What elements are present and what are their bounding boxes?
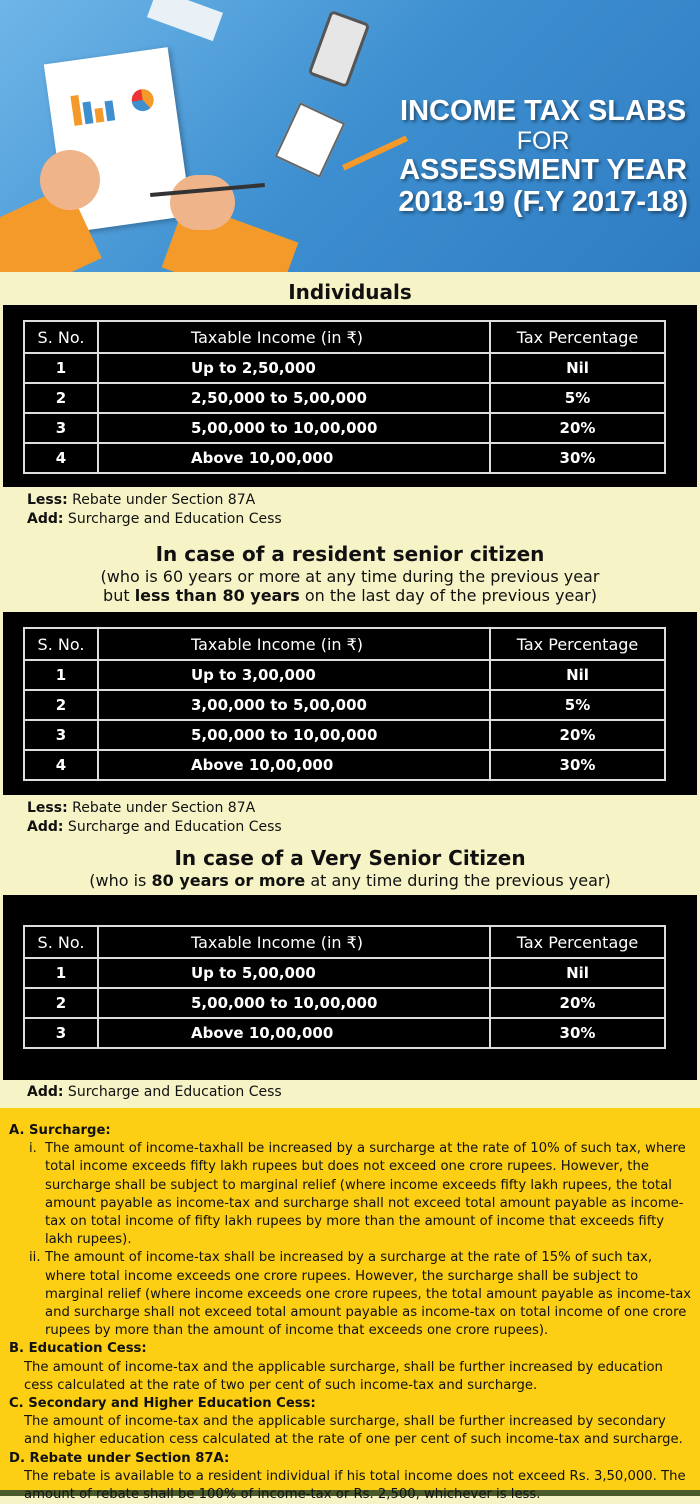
note-heading: C. Secondary and Higher Education Cess: xyxy=(9,1396,316,1412)
section-subtitle: (who is 80 years or more at any time during the previous year) xyxy=(89,871,611,890)
table-row: 2 3,00,000 to 5,00,000 5% xyxy=(24,690,665,720)
note-heading: B. Education Cess: xyxy=(9,1341,147,1357)
note-item: ii. The amount of income-tax shall be increased by a surcharge at the rate of 15% of such tax, where total income exceeds one crore rupees. However, the surcharge shall be subject to marginal relief (where income exceeds one crore rupees, the total amount payable as income-tax and surcharge shall not exceed total amount payable as income-tax on total income of one crore rupees by more than the amount of income that exceeds one crore rupees). xyxy=(29,1250,692,1339)
table-row: 4 Above 10,00,000 30% xyxy=(24,443,665,473)
table-row: 4 Above 10,00,000 30% xyxy=(24,750,665,780)
clipboard-illustration xyxy=(275,102,346,178)
column-header: S. No. xyxy=(24,926,98,958)
table-row: 2 5,00,000 to 10,00,000 20% xyxy=(24,988,665,1018)
paper-illustration xyxy=(147,0,223,41)
note-heading: A. Surcharge: xyxy=(9,1123,111,1138)
table-row: 2 2,50,000 to 5,00,000 5% xyxy=(24,383,665,413)
footnotes-panel xyxy=(0,1108,700,1503)
calculator-illustration xyxy=(308,10,371,88)
note-text: The rebate is available to a resident individual if his total income does not exceed Rs. 3,50,000. The amount of rebate shall be 100% of income-tax or Rs. 2,500, whichever is less. xyxy=(24,1468,686,1503)
section-title-senior: In case of a resident senior citizen xyxy=(155,542,545,566)
hero-banner xyxy=(0,0,700,272)
banner-title: INCOME TAX SLABS FOR ASSESSMENT YEAR 2018-19 (F.Y 2017-18) xyxy=(398,95,688,219)
note-heading: D. Rebate under Section 87A: xyxy=(9,1450,230,1466)
tax-table-very-senior xyxy=(23,925,666,1049)
note-item: i. The amount of income-taxhall be increased by a surcharge at the rate of 10% of such tax, where total income exceeds fifty lakh rupees but does not exceed one crore rupees. However, the surcharge shall be subject to marginal relief (where income exceeds fifty lakh rupees, the total amount payable as income-tax and surcharge shall not exceed total amount payable as income-tax on total income of fifty lakh rupees by more than the amount of income that exceeds fifty lakh rupees). xyxy=(29,1141,686,1248)
notes-very-senior: Add: Surcharge and Education Cess xyxy=(27,1084,282,1100)
section-title-very-senior: In case of a Very Senior Citizen xyxy=(174,846,526,870)
note-text: The amount of income-tax and the applicable surcharge, shall be further increased by education cess calculated at the rate of two per cent of such income-tax and surcharge. xyxy=(24,1359,663,1393)
table-row: 3 5,00,000 to 10,00,000 20% xyxy=(24,720,665,750)
section-subtitle: but less than 80 years on the last day of the previous year) xyxy=(103,586,597,605)
column-header: Tax Percentage xyxy=(490,321,665,353)
column-header: Taxable Income (in ₹) xyxy=(98,321,490,353)
column-header: Tax Percentage xyxy=(490,628,665,660)
table-row: 1 Up to 3,00,000 Nil xyxy=(24,660,665,690)
table-row: 3 5,00,000 to 10,00,000 20% xyxy=(24,413,665,443)
tax-table-individuals xyxy=(23,320,666,474)
tax-table-senior xyxy=(23,627,666,781)
table-row: 3 Above 10,00,000 30% xyxy=(24,1018,665,1048)
column-header: Taxable Income (in ₹) xyxy=(98,628,490,660)
table-row: 1 Up to 2,50,000 Nil xyxy=(24,353,665,383)
notes-senior: Less: Rebate under Section 87A Add: Surcharge and Education Cess xyxy=(27,800,282,835)
table-row: 1 Up to 5,00,000 Nil xyxy=(24,958,665,988)
notes-individuals: Less: Rebate under Section 87A Add: Surcharge and Education Cess xyxy=(27,492,282,527)
column-header: Taxable Income (in ₹) xyxy=(98,926,490,958)
section-title-individuals: Individuals xyxy=(288,280,412,304)
note-text: The amount of income-tax and the applicable surcharge, shall be further increased by secondary and higher education cess calculated at the rate of one per cent of such income-tax and surcharge. xyxy=(24,1414,683,1448)
column-header: S. No. xyxy=(24,321,98,353)
section-subtitle: (who is 60 years or more at any time during the previous year xyxy=(100,567,600,586)
column-header: Tax Percentage xyxy=(490,926,665,958)
column-header: S. No. xyxy=(24,628,98,660)
